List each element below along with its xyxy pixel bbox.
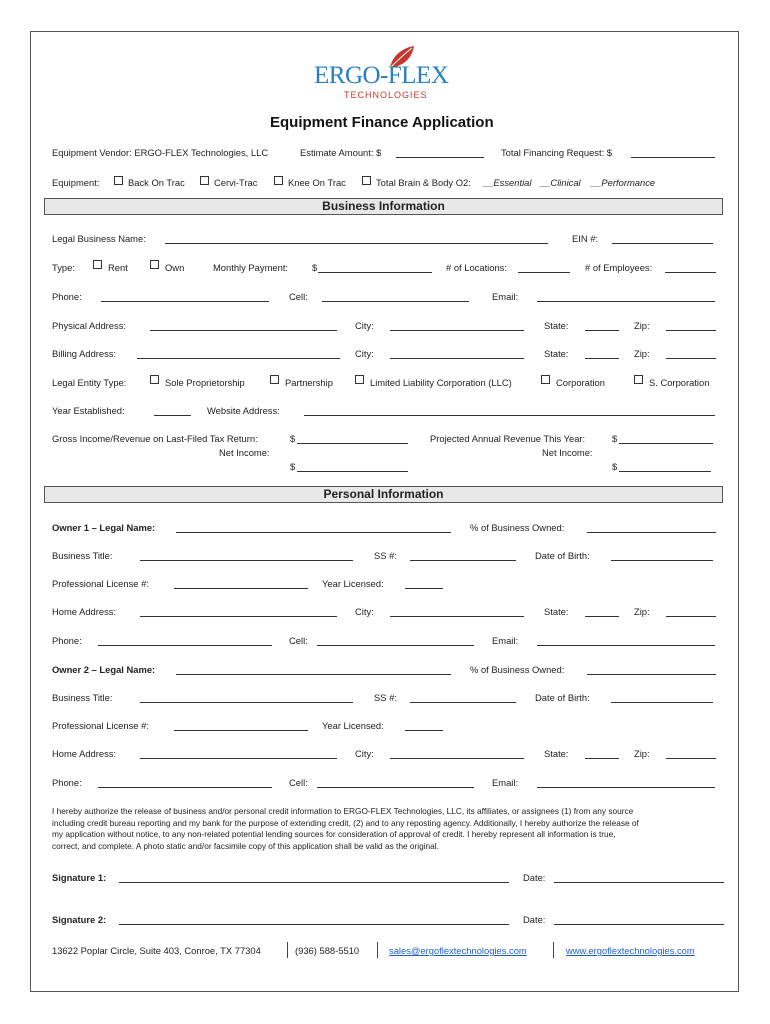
entity-corporation: Corporation [556,377,605,388]
authorization-line: my application without notice, to any non-related potential lending sources for consideration of approval of credit. I hereby represent all information is true, [52,829,616,840]
owner1-title-field[interactable] [140,560,353,561]
logo [310,42,470,104]
owner2-name-label: Owner 2 – Legal Name: [52,664,156,675]
projected-revenue-field[interactable] [619,443,713,444]
email-label: Email: [492,291,519,302]
package-performance[interactable]: __Performance [591,177,656,188]
owner2-ssn-label: SS #: [374,692,397,703]
entity-llc: Limited Liability Corporation (LLC) [370,377,512,388]
net-income-dollar: $ [290,461,296,472]
physical-address-label: Physical Address: [52,320,126,331]
entity-partnership: Partnership [285,377,333,388]
owner2-zip-label: Zip: [634,748,650,759]
footer-website-link[interactable]: www.ergoflextechnologies.com [566,945,695,956]
footer-email-link[interactable]: sales@ergoflextechnologies.com [389,945,527,956]
estimate-label: Estimate Amount: $ [300,147,382,158]
authorization-line: I hereby authorize the release of business and/or personal credit information to ERGO-FLEX Technologies, LLC, its affiliates, or assignees (1) from any source [52,806,634,816]
signature2-date-label: Date: [523,914,546,925]
sole-proprietorship-checkbox[interactable] [150,375,159,384]
authorization-line: correct, and complete. A photo static and/or facsimile copy of this application shall be valid as the original. [52,841,439,852]
corporation-checkbox[interactable] [541,375,550,384]
vendor-label: Equipment Vendor: ERGO-FLEX Technologies, LLC [52,147,269,158]
owner2-cell-field[interactable] [317,787,474,788]
owner2-phone-label: Phone: [52,777,82,788]
locations-label: # of Locations: [446,262,507,273]
owner2-ssn-field[interactable] [410,702,516,703]
owner1-zip-label: Zip: [634,606,650,617]
owner1-state-label: State: [544,606,569,617]
net-income2-field[interactable] [619,471,711,472]
owner1-name-field[interactable] [176,532,451,533]
legal-business-name-field[interactable] [165,243,548,244]
projected-revenue-dollar: $ [612,433,618,444]
owner2-name-field[interactable] [176,674,451,675]
owner1-phone-label: Phone: [52,635,82,646]
authorization-paragraph [52,806,722,853]
owner1-email-field[interactable] [537,645,715,646]
owner1-ssn-label: SS #: [374,550,397,561]
owner1-cell-label: Cell: [289,635,308,646]
total-brain-checkbox[interactable] [362,176,371,185]
footer-divider [287,942,288,958]
owner2-email-label: Email: [492,777,519,788]
owner2-cell-label: Cell: [289,777,308,788]
physical-state-field[interactable] [585,330,619,331]
gross-income-dollar: $ [290,433,296,444]
billing-city-label: City: [355,348,374,359]
owner1-dob-field[interactable] [611,560,713,561]
net-income2-dollar: $ [612,461,618,472]
billing-zip-field[interactable] [666,358,716,359]
rent-checkbox[interactable] [93,260,102,269]
owner2-license-field[interactable] [174,730,308,731]
monthly-payment-label: Monthly Payment: [213,262,289,273]
option-knee-on-trac: Knee On Trac [288,177,346,188]
owner2-title-field[interactable] [140,702,353,703]
owner1-city-label: City: [355,606,374,617]
billing-address-label: Billing Address: [52,348,117,359]
billing-state-label: State: [544,348,569,359]
owner2-year-licensed-field[interactable] [405,730,443,731]
physical-city-label: City: [355,320,374,331]
net-income-field[interactable] [297,471,408,472]
s-corporation-checkbox[interactable] [634,375,643,384]
owner2-phone-field[interactable] [98,787,272,788]
owner2-zip-field[interactable] [666,758,716,759]
personal-info-heading: Personal Information [44,486,723,503]
signature2-label: Signature 2: [52,914,107,925]
business-info-heading: Business Information [44,198,723,215]
owner1-zip-field[interactable] [666,616,716,617]
phone-field[interactable] [101,301,269,302]
knee-on-trac-checkbox[interactable] [274,176,283,185]
option-cervi-trac: Cervi-Trac [214,177,258,188]
billing-address-field[interactable] [137,358,340,359]
net-income2-label: Net Income: [542,447,593,458]
owner2-dob-label: Date of Birth: [535,692,590,703]
owner2-state-label: State: [544,748,569,759]
owner2-city-field[interactable] [390,758,524,759]
owner1-ownership-field[interactable] [587,532,716,533]
signature1-field[interactable] [119,882,509,883]
owner1-home-address-label: Home Address: [52,606,117,617]
cervi-trac-checkbox[interactable] [200,176,209,185]
owner1-cell-field[interactable] [317,645,474,646]
physical-zip-field[interactable] [666,330,716,331]
owner1-name-label: Owner 1 – Legal Name: [52,522,156,533]
owner2-year-licensed-label: Year Licensed: [322,720,384,731]
owner2-home-address-field[interactable] [140,758,337,759]
cell-label: Cell: [289,291,308,302]
gross-income-field[interactable] [297,443,408,444]
footer-address: 13622 Poplar Circle, Suite 403, Conroe, TX 77304 [52,945,261,956]
year-established-field[interactable] [154,415,191,416]
option-back-on-trac: Back On Trac [128,177,185,188]
ein-field[interactable] [612,243,713,244]
owner1-dob-label: Date of Birth: [535,550,590,561]
footer-phone: (936) 588-5510 [295,945,360,956]
owner1-year-licensed-field[interactable] [405,588,443,589]
owner1-home-address-field[interactable] [140,616,337,617]
owner1-license-field[interactable] [174,588,308,589]
monthly-payment-field[interactable] [318,272,432,273]
partnership-checkbox[interactable] [270,375,279,384]
owner2-email-field[interactable] [537,787,715,788]
owner2-ownership-label: % of Business Owned: [470,664,565,675]
owner1-ownership-label: % of Business Owned: [470,522,565,533]
physical-city-field[interactable] [390,330,524,331]
phone-label: Phone: [52,291,82,302]
ein-label: EIN #: [572,233,599,244]
signature1-date-field[interactable] [554,882,724,883]
owner1-email-label: Email: [492,635,519,646]
website-field[interactable] [304,415,715,416]
footer-divider [377,942,378,958]
total-financing-field[interactable] [631,157,715,158]
footer-divider [553,942,554,958]
billing-zip-label: Zip: [634,348,650,359]
entity-type-label: Legal Entity Type: [52,377,127,388]
monthly-payment-dollar: $ [312,262,318,273]
package-clinical[interactable]: __Clinical [540,177,581,188]
gross-income-label: Gross Income/Revenue on Last-Filed Tax Return: [52,433,258,444]
physical-address-field[interactable] [150,330,337,331]
employees-label: # of Employees: [585,262,653,273]
package-essential[interactable]: __Essential [483,177,532,188]
entity-sole-proprietorship: Sole Proprietorship [165,377,245,388]
equipment-label: Equipment: [52,177,100,188]
net-income-label: Net Income: [219,447,270,458]
owner2-state-field[interactable] [585,758,619,759]
logo-main-text: ERGO-FLEX [314,62,449,89]
cell-field[interactable] [322,301,469,302]
owner2-city-label: City: [355,748,374,759]
employees-field[interactable] [665,272,716,273]
legal-business-name-label: Legal Business Name: [52,233,146,244]
owner2-title-label: Business Title: [52,692,113,703]
signature2-date-field[interactable] [554,924,724,925]
signature1-date-label: Date: [523,872,546,883]
llc-checkbox[interactable] [355,375,364,384]
owner2-dob-field[interactable] [611,702,713,703]
page-title: Equipment Finance Application [270,114,494,131]
owner2-home-address-label: Home Address: [52,748,117,759]
rent-label: Rent [108,262,128,273]
owner2-ownership-field[interactable] [587,674,716,675]
own-label: Own [165,262,185,273]
back-on-trac-checkbox[interactable] [114,176,123,185]
owner1-title-label: Business Title: [52,550,113,561]
owner1-ssn-field[interactable] [410,560,516,561]
entity-s-corporation: S. Corporation [649,377,710,388]
year-established-label: Year Established: [52,405,125,416]
total-financing-label: Total Financing Request: $ [501,147,613,158]
owner2-license-label: Professional License #: [52,720,149,731]
owner1-phone-field[interactable] [98,645,272,646]
owner1-license-label: Professional License #: [52,578,149,589]
option-total-brain: Total Brain & Body O2: [376,177,471,188]
owner1-year-licensed-label: Year Licensed: [322,578,384,589]
logo-sub-text: TECHNOLOGIES [344,90,428,100]
physical-zip-label: Zip: [634,320,650,331]
projected-revenue-label: Projected Annual Revenue This Year: [430,433,586,444]
website-label: Website Address: [207,405,280,416]
billing-state-field[interactable] [585,358,619,359]
physical-state-label: State: [544,320,569,331]
locations-field[interactable] [518,272,570,273]
estimate-field[interactable] [396,157,484,158]
owner1-city-field[interactable] [390,616,524,617]
billing-city-field[interactable] [390,358,524,359]
own-checkbox[interactable] [150,260,159,269]
email-field[interactable] [537,301,715,302]
type-label: Type: [52,262,75,273]
signature1-label: Signature 1: [52,872,107,883]
owner1-state-field[interactable] [585,616,619,617]
authorization-line: including credit bureau reporting and my bank for the purpose of extending credit, (2) and to any reposting agency. Additionally, I hereby authorize the release of [52,817,639,828]
signature2-field[interactable] [119,924,509,925]
